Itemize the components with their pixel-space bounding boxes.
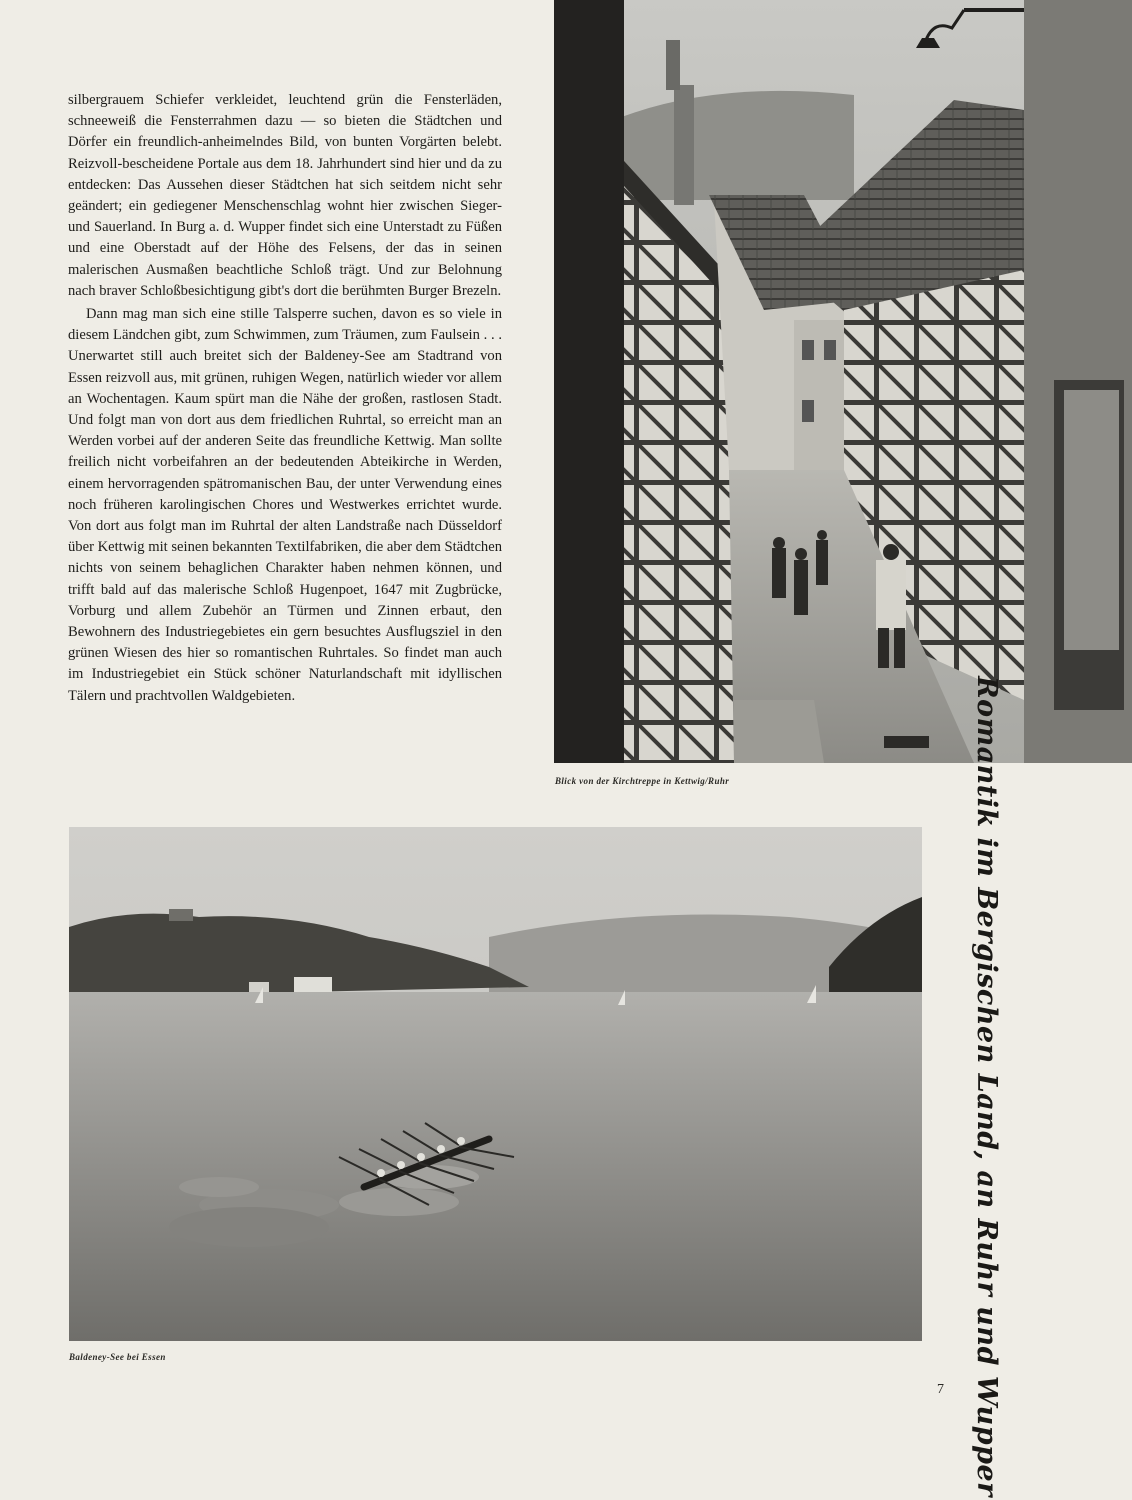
caption-top-photo: Blick von der Kirchtreppe in Kettwig/Ruhr xyxy=(555,776,730,786)
photo-kettwig-street xyxy=(554,0,1132,763)
page-number: 7 xyxy=(937,1382,944,1397)
article-title-vertical xyxy=(962,675,1010,1497)
photo-baldeney-see xyxy=(69,827,922,1341)
body-paragraph-2: Dann mag man sich eine stille Talsperre suchen, davon es so viele in diesem Ländchen gibt, zum Schwimmen, zum Träumen, zum Faulsein . . . Unerwartet still auch breitet sich der Baldeney-See am Stadtrand von Essen reizvoll aus, mit grünen, ruhigen Wegen, natürlich wieder vor allem an Wochentagen. Kaum spürt man die Nähe der großen, rastlosen Stadt. Und folgt man von dort aus dem friedlichen Ruhrtal, so erreicht man an Werden vorbei auf der anderen Seite das freundliche Kettwig. Man sollte freilich nicht vorbeifahren an der bedeutenden Abteikirche in Werden, einem hervorragenden spätromanischen Bau, der unter Verwendung eines noch früheren karolingischen Chores und Westwerkes errichtet wurde. Von dort aus folgt man im Ruhrtal der alten Landstraße nach Düsseldorf über Kettwig mit seinen bekannten Textilfabriken, die aber dem Städtchen nichts von seinem behaglichen Charakter haben nehmen können, und trifft bald auf das malerische Schloß Hugenpoet, 1647 mit Zugbrücke, Vorburg und allem Zubehör an Türmen und Zinnen erbaut, den Bewohnern des Industriegebietes ein gern besuchtes Ausflugsziel in den grünen Wiesen des hier so romantischen Ruhrtales. So findet man auch im Industriegebiet ein Stück schöner Naturlandschaft mit idyllischen Tälern und prachtvollen Waldgebieten. xyxy=(68,306,502,704)
body-paragraph-1: silbergrauem Schiefer verkleidet, leuchtend grün die Fensterläden, schneeweiß die Fensterrahmen dazu — so bieten die Städtchen und Dörfer ein freundlich-anheimelndes Bild, von bunten Vorgärten belebt. Reizvoll-bescheidene Portale aus dem 18. Jahrhundert sind hier und da zu entdecken: Das Aussehen dieser Städtchen hat sich seitdem nicht sehr geändert; ein gediegener Menschenschlag wohnt hier zwischen Sieger- und Sauerland. In Burg a. d. Wupper findet sich eine Unterstadt zu Füßen und eine Oberstadt auf der Höhe des Felsens, der das in seinen malerischen Ausmaßen beachtliche Schloß trägt. Und zur Belohnung nach braver Schloßbesichtigung gibt's dort die berühmten Burger Brezeln. xyxy=(68,92,502,299)
caption-bottom-photo: Baldeney-See bei Essen xyxy=(69,1352,166,1362)
body-text-column xyxy=(68,90,502,707)
article-title: Romantik im Bergischen Land, an Ruhr und Wupper xyxy=(970,675,1002,1497)
